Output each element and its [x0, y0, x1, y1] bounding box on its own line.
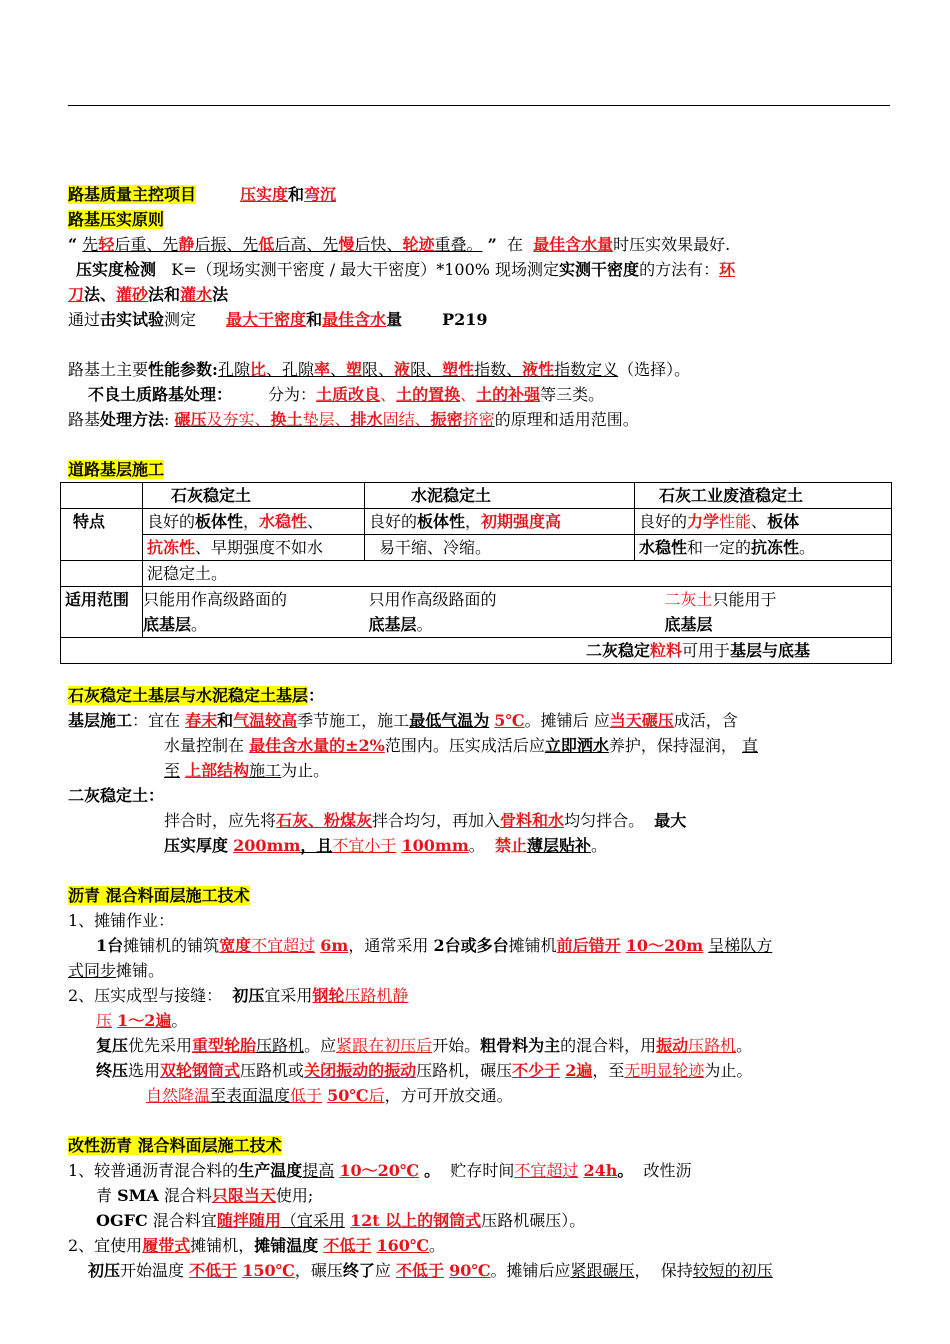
header-rule: [68, 105, 890, 106]
compaction-principle-heading: 路基压实原则: [68, 210, 165, 229]
modified-asphalt-heading: 改性沥青 混合料面层施工技术: [68, 1136, 282, 1155]
poor-soil-treatment-line: 不良土质路基处理： 分为：土质改良、土的置换、土的补强等三类。: [88, 385, 605, 404]
base-construction-line: 基层施工：宜在 春末和气温较高季节施工，施工最低气温为 5℃。摊铺后 应当天碾压成活，含: [68, 711, 738, 730]
lime-cement-base-heading: 石灰稳定土基层与水泥稳定土基层：: [68, 686, 325, 705]
base-course-heading: 道路基层施工: [68, 460, 165, 479]
compaction-heading: 2、压实成型与接缝： 初压宜采用钢轮压路机静: [68, 986, 409, 1005]
asphalt-heading: 沥青 混合料面层施工技术: [68, 886, 250, 905]
table-row-scope-2: 二灰稳定粒料可用于基层与底基: [61, 638, 892, 664]
open-traffic-line: 自然降温至表面温度低于 50℃后，方可开放交通。: [146, 1086, 513, 1105]
treatment-methods-line: 路基处理方法: 碾压及夯实、换土垫层、排水固结、振密挤密的原理和适用范围。: [68, 410, 639, 429]
mixing-line: 拌合时，应先将石灰、粉煤灰拌合均匀，再加入骨料和水均匀拌合。 最大: [164, 811, 687, 830]
compaction-test-line-2: 刀法、灌砂法和灌水法: [68, 285, 229, 304]
table-row-features-3: 泥稳定土。: [61, 561, 892, 587]
base-construction-line-3: 至 上部结构施工为止。: [164, 761, 330, 780]
paving-line-2: 式同步摊铺。: [68, 961, 165, 980]
production-temp-line: 1、较普通沥青混合料的生产温度提高 10～20℃ 。 贮存时间不宜超过 24h。 改性沥: [68, 1161, 692, 1180]
final-compaction-line: 终压选用双轮钢筒式压路机或关闭振动的振动压路机，碾压不少于 2遍，至无明显轮迹为止。: [96, 1061, 753, 1080]
table-row-scope: 适用范围 只能用作高级路面的 底基层。 只用作高级路面的 底基层。 二灰土只能用于 底基层: [61, 587, 892, 638]
paving-heading: 1、摊铺作业：: [68, 911, 175, 930]
stabilized-soil-table: [60, 482, 892, 664]
sma-line: 青 SMA 混合料只限当天使用;: [96, 1186, 314, 1205]
base-construction-line-2: 水量控制在 最佳含水量的±2%范围内。压实成活后应立即洒水养护，保持湿润， 直: [164, 736, 759, 755]
main-control-items-line: 路基质量主控项目 压实度和弯沉: [68, 185, 337, 204]
table-header-row: 石灰稳定土 水泥稳定土 石灰工业废渣稳定土: [61, 483, 892, 509]
paver-line: 2、宜使用履带式摊铺机，摊铺温度 不低于 160℃。: [68, 1236, 446, 1255]
table-row-features-2: 抗冻性、早期强度不如水 易干缩、冷缩。 水稳性和一定的抗冻性。: [61, 535, 892, 561]
lime-flyash-heading: 二灰稳定土：: [68, 786, 165, 805]
soil-parameters-line: 路基土主要性能参数:孔隙比、孔隙率、塑限、液限、塑性指数、液性指数定义（选择）。: [68, 360, 691, 379]
table-row-features: 特点 良好的板体性，水稳性、 良好的板体性，初期强度高 良好的力学性能、板体: [61, 509, 892, 535]
document-body: [65, 182, 892, 1283]
compaction-test-line: 压实度检测 K=（现场实测干密度 / 最大干密度）*100% 现场测定实测干密度的方法有：环: [76, 260, 736, 279]
ogfc-line: OGFC 混合料宜随拌随用（宜采用 12t 以上的钢筒式压路机碾压）。: [96, 1211, 586, 1230]
initial-temp-line: 初压开始温度 不低于 150℃，碾压终了应 不低于 90℃。摊铺后应紧跟碾压， 保持较短的初压: [88, 1261, 773, 1280]
secondary-compaction-line: 复压优先采用重型轮胎压路机。应紧跟在初压后开始。粗骨料为主的混合料，用振动压路机。: [96, 1036, 753, 1055]
thickness-line: 压实厚度 200mm，且不宜小于 100mm。 禁止薄层贴补。: [164, 836, 607, 855]
compaction-principle-line: “ 先轻后重、先静后振、先低后高、先慢后快、轮迹重叠。 ” 在 最佳含水量时压实效果最好.: [68, 235, 731, 254]
paving-line: 1台摊铺机的铺筑宽度不宜超过 6m，通常采用 2台或多台摊铺机前后错开 10～20m 呈梯队方: [96, 936, 773, 955]
initial-compaction-line: 压 1～2遍。: [96, 1011, 188, 1030]
compaction-test-method-line: 通过击实试验测定 最大干密度和最佳含水量 P219: [68, 310, 488, 329]
